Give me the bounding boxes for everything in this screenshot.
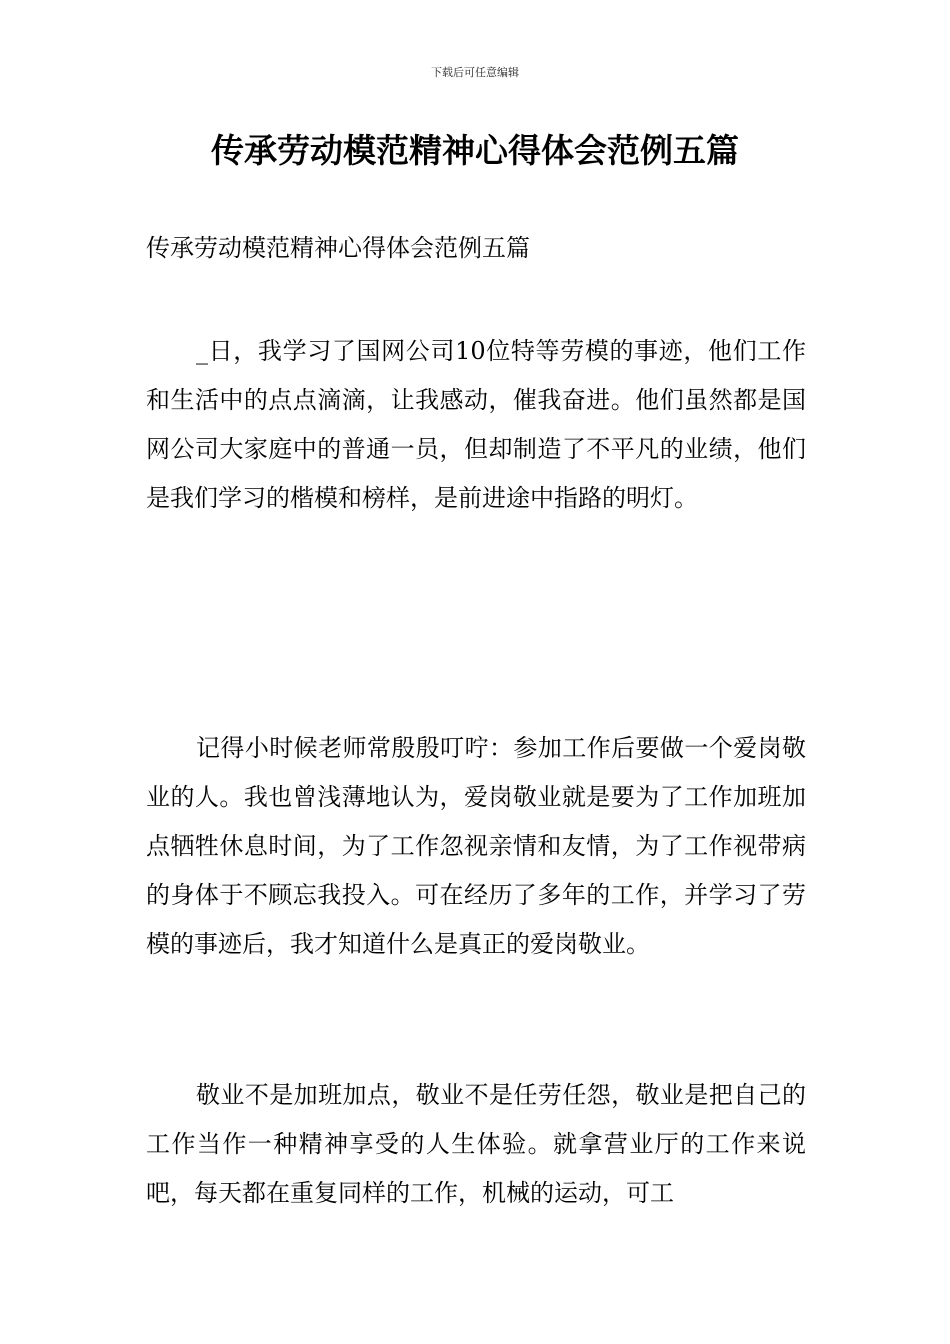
paragraph-3: 敬业不是加班加点，敬业不是任劳任怨，敬业是把自己的工作当作一种精神享受的人生体验。就拿营业厅的工作来说吧，每天都在重复同样的工作，机械的运动，可工 — [146, 1081, 806, 1207]
document-title: 传承劳动模范精神心得体会范例五篇 — [211, 131, 739, 170]
paragraph-2: 记得小时候老师常殷殷叮咛：参加工作后要做一个爱岗敬业的人。我也曾浅薄地认为，爱岗敬业就是要为了工作加班加点牺牲休息时间，为了工作忽视亲情和友情，为了工作视带病的身体于不顾忘我投入。可在经历了多年的工作，并学习了劳模的事迹后，我才知道什么是真正的爱岗敬业。 — [146, 734, 806, 958]
header-note: 下载后可任意编辑 — [431, 66, 519, 79]
paragraph-1: _日，我学习了国网公司10位特等劳模的事迹，他们工作和生活中的点点滴滴，让我感动，催我奋进。他们虽然都是国网公司大家庭中的普通一员，但却制造了不平凡的业绩，他们是我们学习的楷模和榜样，是前进途中指路的明灯。 — [146, 337, 806, 512]
document-subtitle: 传承劳动模范精神心得体会范例五篇 — [146, 234, 530, 262]
